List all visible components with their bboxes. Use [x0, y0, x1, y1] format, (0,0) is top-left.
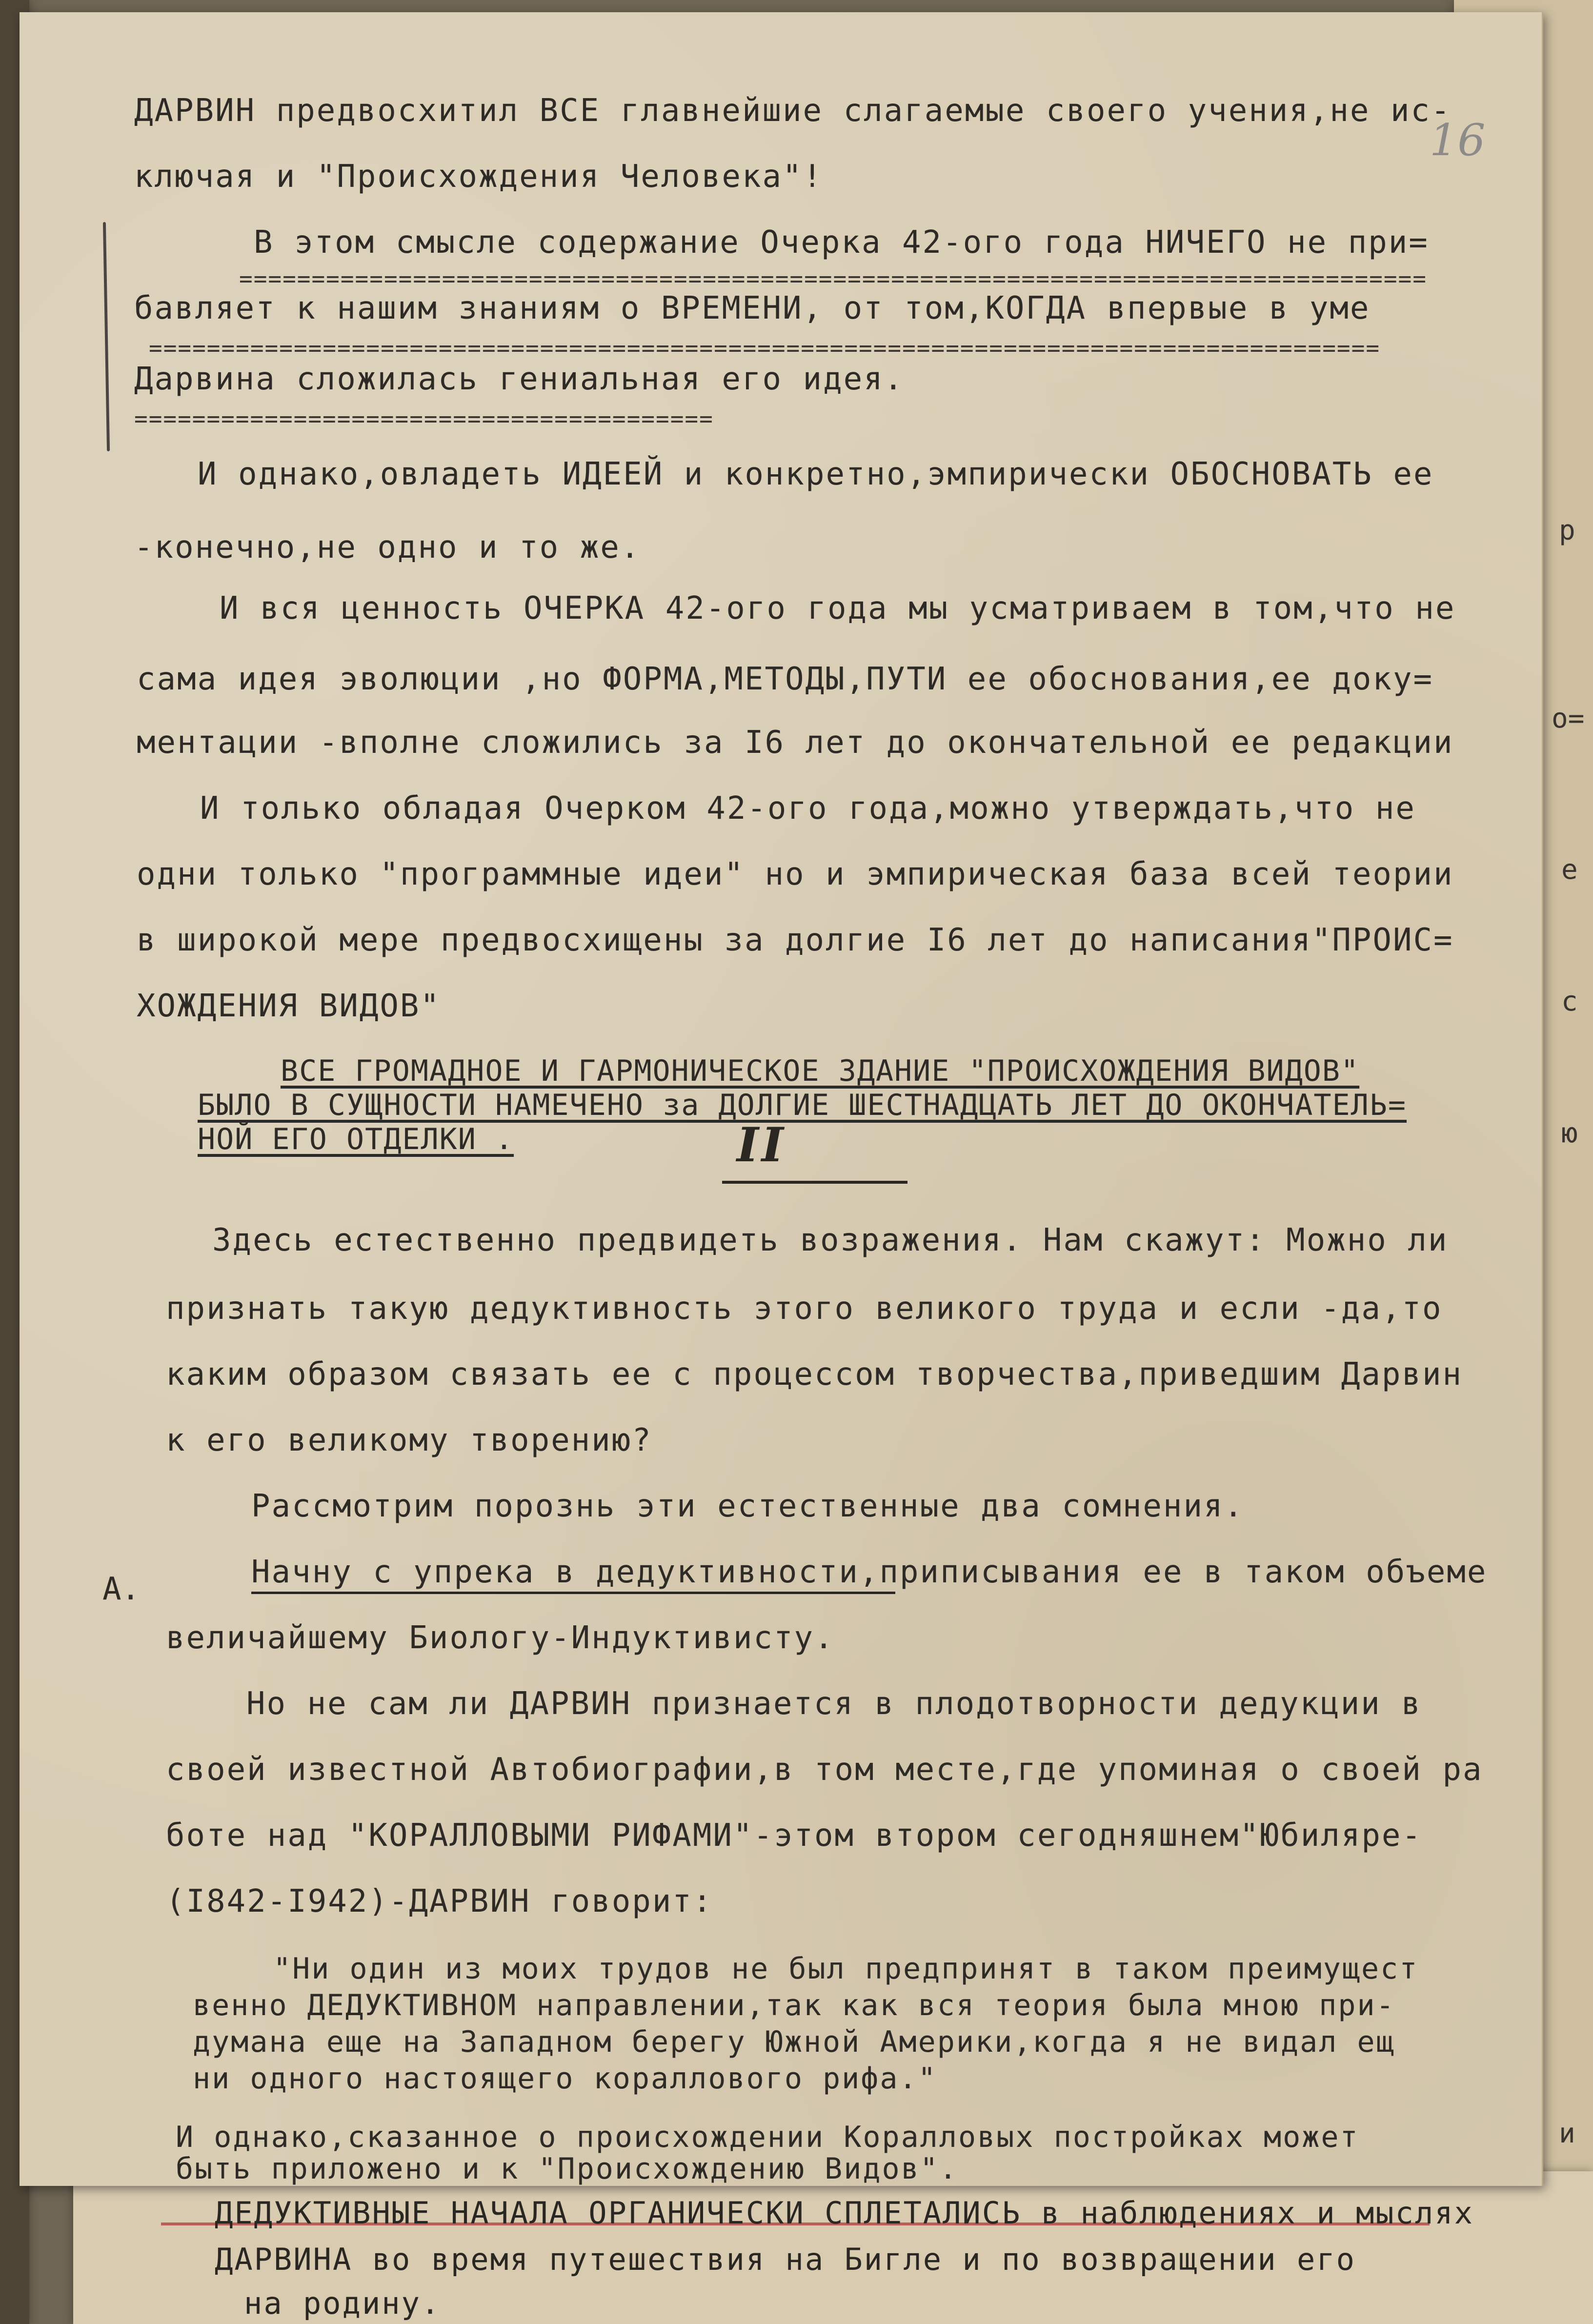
text-line: ХОЖДЕНИЯ ВИДОВ": [137, 988, 441, 1024]
double-underline: =====================================================================================: [149, 337, 1381, 359]
numeral-underline: [722, 1181, 907, 1184]
section-numeral: II: [737, 1117, 786, 1172]
text-line: быть приложено и к "Происхождению Видов".: [176, 2152, 959, 2186]
text-line: И только обладая Очерком 42-ого года,можно утверждать,что не: [200, 790, 1416, 827]
caps-text-line: НОЙ ЕГО ОТДЕЛКИ .: [198, 1122, 514, 1156]
text-line: Начну с упрека в дедуктивности,приписывания ее в таком объеме: [251, 1554, 1488, 1590]
edge-fragment: о=: [1552, 703, 1585, 734]
text-line: В этом смысле содержание Очерка 42-ого года НИЧЕГО не при=: [254, 224, 1429, 261]
text-line: Но не сам ли ДАРВИН признается в плодотворности дедукции в: [246, 1686, 1422, 1722]
text-line: боте над "КОРАЛЛОВЫМИ РИФАМИ"-этом втором сегодняшнем"Юбиляре-: [166, 1818, 1422, 1854]
text-line: ключая и "Происхождения Человека"!: [134, 159, 824, 195]
text-line: к его великому творению?: [166, 1422, 652, 1458]
text-line: И вся ценность ОЧЕРКА 42-ого года мы усматриваем в том,что не: [220, 590, 1456, 626]
underlay-text-line: на родину.: [244, 2285, 441, 2321]
text-line: ДАРВИН предвосхитил ВСЕ главнейшие слагаемые своего учения,не ис-: [134, 93, 1452, 129]
phrase-underline: [251, 1592, 895, 1594]
quote-line: ни одного настоящего кораллового рифа.": [193, 2061, 937, 2096]
caps-text-line: БЫЛО В СУЩНОСТИ НАМЕЧЕНО за ДОЛГИЕ ШЕСТНАДЦАТЬ ЛЕТ ДО ОКОНЧАТЕЛЬ=: [198, 1088, 1407, 1122]
text-line: Дарвина сложилась гениальная его идея.: [134, 361, 905, 397]
text-line: величайшему Биологу-Индуктивисту.: [166, 1620, 835, 1656]
double-underline: ========================================: [134, 407, 714, 430]
pencil-page-mark: 16: [1430, 115, 1486, 166]
text-line: И однако,овладеть ИДЕЕЙ и конкретно,эмпирически ОБОСНОВАТЬ ее: [198, 456, 1434, 492]
text-line: признать такую дедуктивность этого великого труда и если -да,то: [166, 1291, 1443, 1327]
caps-text-line: ВСЕ ГРОМАДНОЕ И ГАРМОНИЧЕСКОЕ ЗДАНИЕ "ПРОИСХОЖДЕНИЯ ВИДОВ": [281, 1054, 1360, 1088]
text-line: Рассмотрим порознь эти естественные два сомнения.: [251, 1488, 1245, 1524]
quote-line: "Ни один из моих трудов не был предпринят в таком преимущест: [273, 1952, 1419, 1986]
underlay-text-line: ДАРВИНА во время путешествия на Бигле и по возвращении его: [215, 2242, 1356, 2277]
text-line: одни только "программные идеи" но и эмпирическая база всей теории: [137, 856, 1454, 892]
text-line: в широкой мере предвосхищены за долгие I6 лет до написания"ПРОИС=: [137, 922, 1454, 958]
double-underline: ==================================================================================: [239, 267, 1427, 290]
edge-fragment: р: [1559, 515, 1575, 546]
underlay-text-line: ДЕДУКТИВНЫЕ НАЧАЛА ОРГАНИЧЕСКИ СПЛЕТАЛИСЬ в наблюдениях и мыслях: [215, 2195, 1474, 2231]
text-line: каким образом связать ее с процессом творчества,приведшим Дарвин: [166, 1356, 1463, 1393]
margin-letter: А.: [102, 1571, 141, 1607]
text-line: ментации -вполне сложились за I6 лет до окончательной ее редакции: [137, 725, 1454, 761]
text-line: И однако,сказанное о происхождении Коралловых постройках может: [176, 2120, 1359, 2154]
text-line: бавляет к нашим знаниям о ВРЕМЕНИ, от том,КОГДА впервые в уме: [134, 290, 1371, 326]
text-line: своей известной Автобиографии,в том месте,где упоминая о своей ра: [166, 1752, 1483, 1788]
edge-fragment: и: [1559, 2118, 1575, 2149]
text-line: сама идея эволюции ,но ФОРМА,МЕТОДЫ,ПУТИ ее обоснования,ее доку=: [137, 661, 1433, 697]
edge-fragment: ю: [1561, 1117, 1578, 1149]
quote-line: думана еще на Западном берегу Южной Америки,когда я не видал ещ: [193, 2025, 1395, 2059]
text-line: (I842-I942)-ДАРВИН говорит:: [166, 1883, 713, 1920]
text-line: Здесь естественно предвидеть возражения. Нам скажут: Можно ли: [212, 1222, 1449, 1258]
text-line: -конечно,не одно и то же.: [134, 529, 641, 566]
edge-fragment: е: [1561, 854, 1578, 886]
quote-line: венно ДЕДУКТИВНОМ направлении,так как вся теория была мною при-: [193, 1988, 1395, 2022]
edge-fragment: с: [1561, 986, 1578, 1017]
